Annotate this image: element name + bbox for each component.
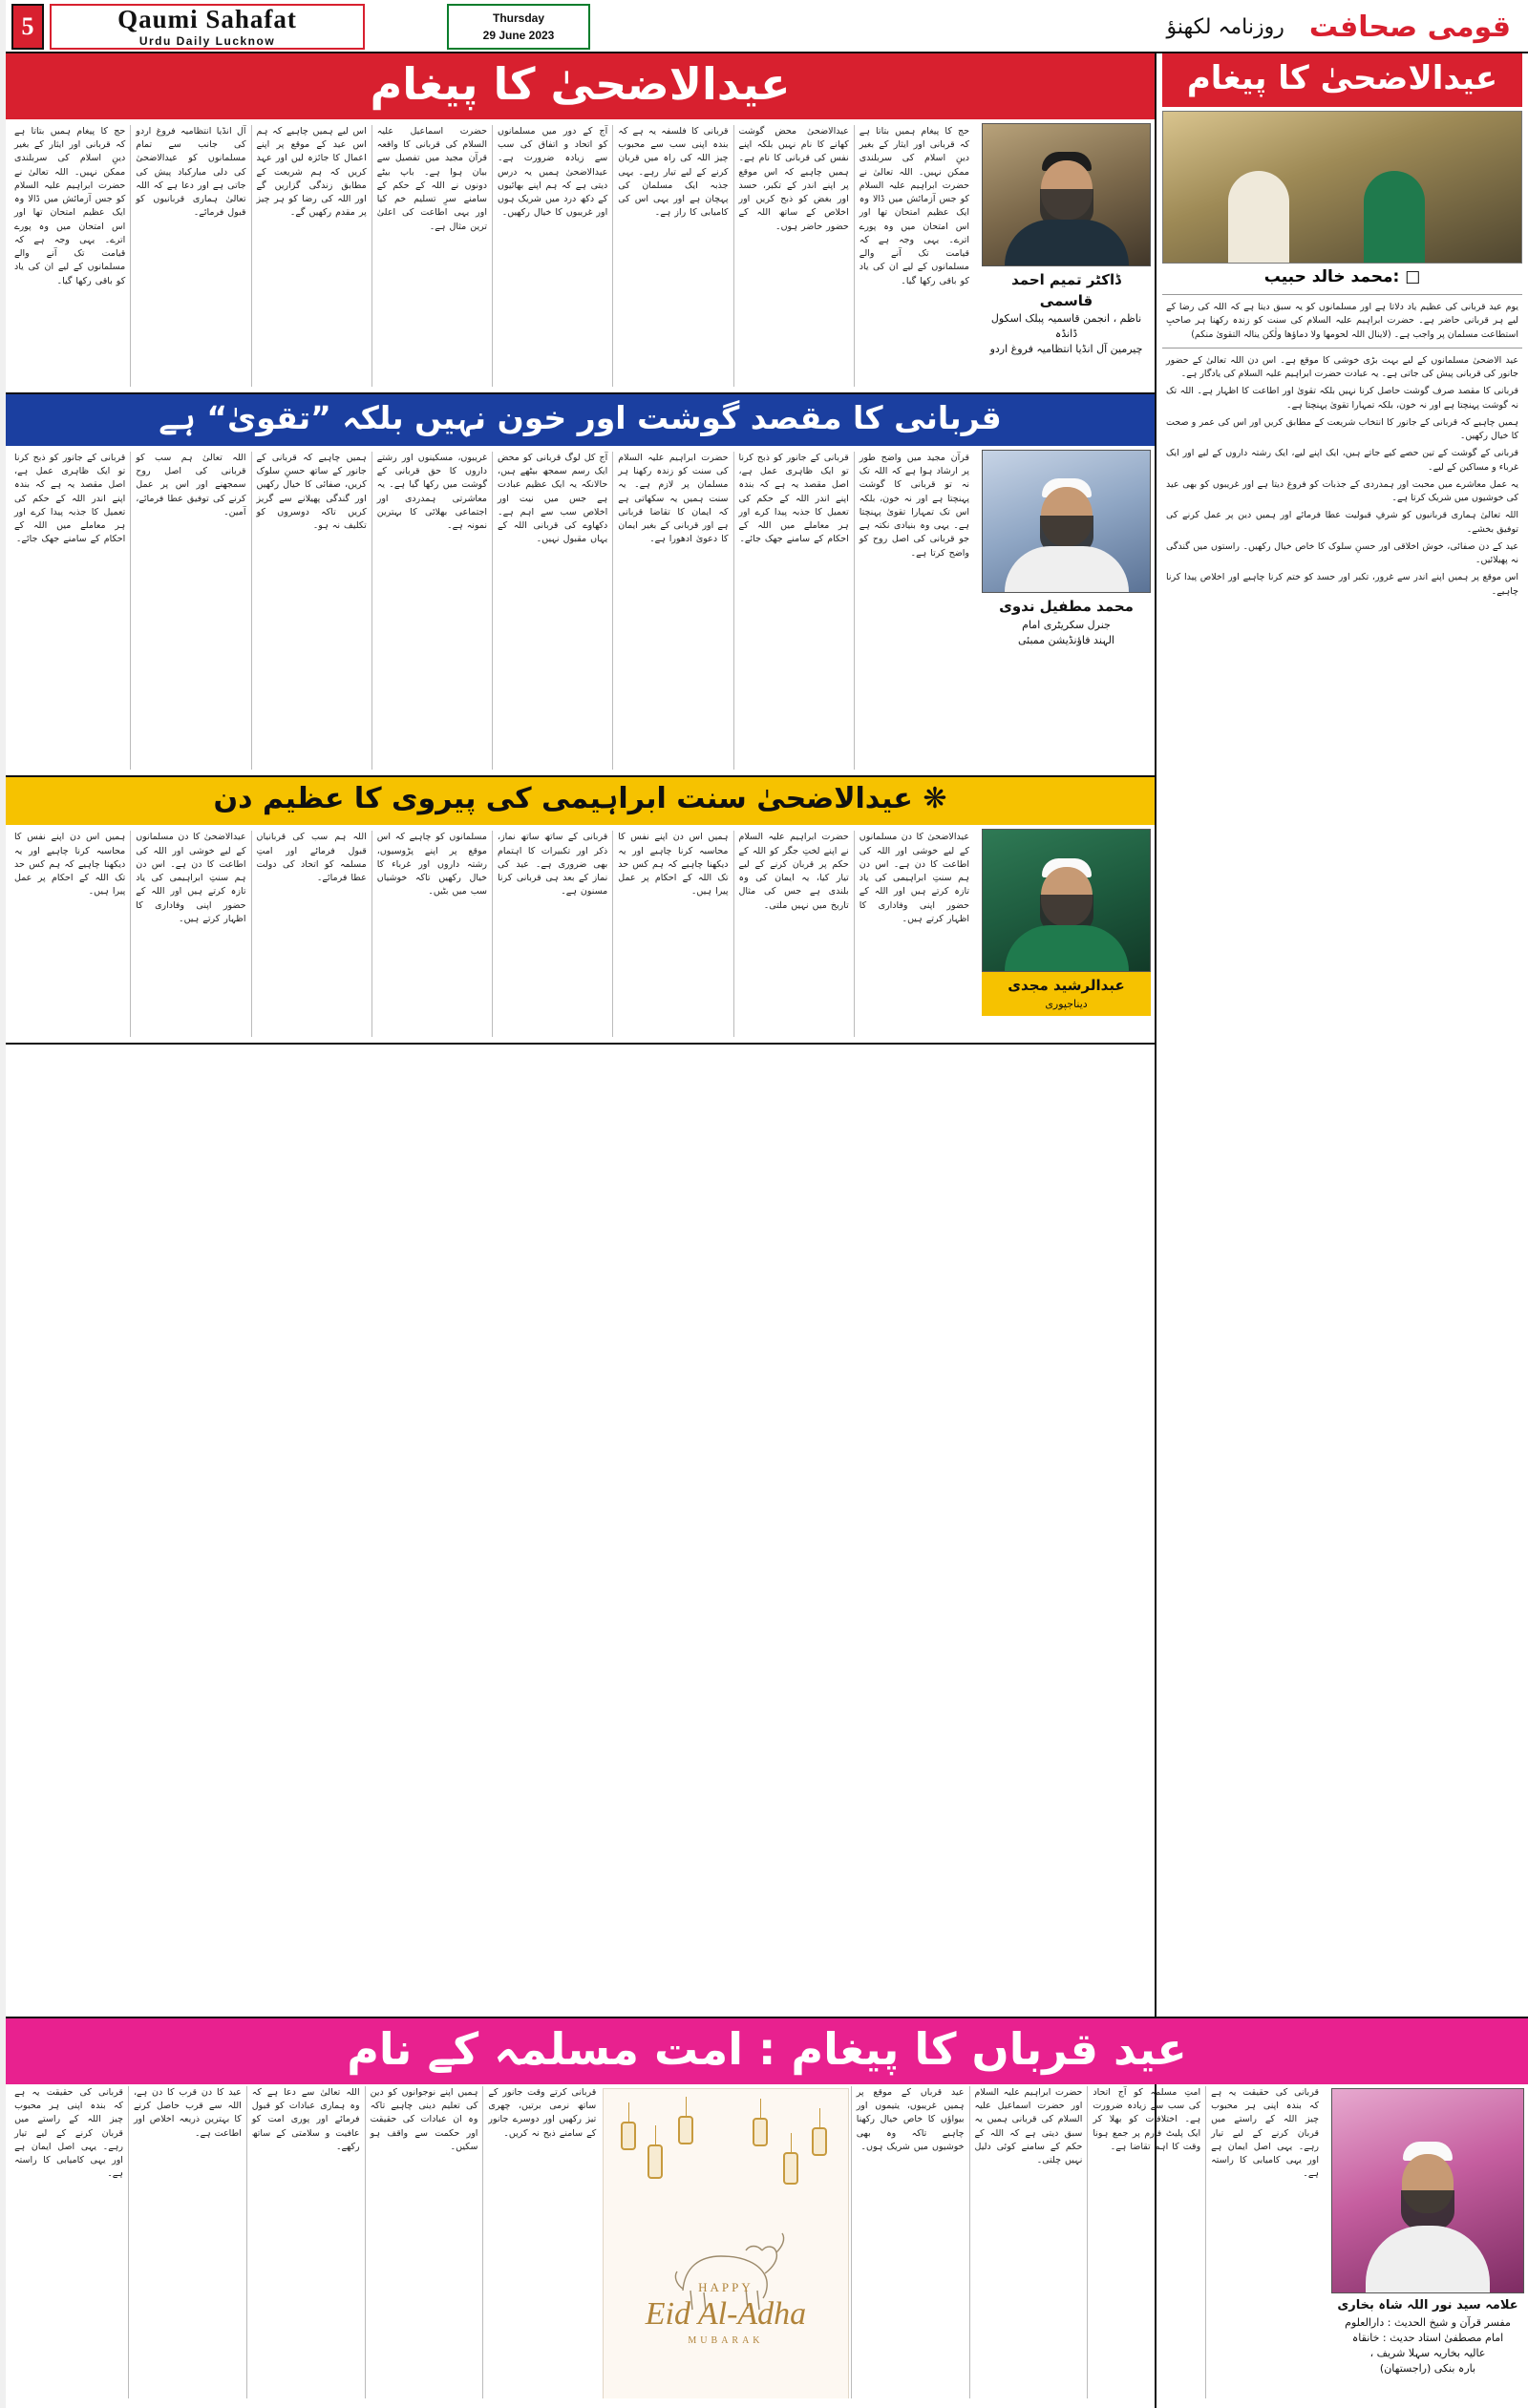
rail-photo [1162,111,1522,264]
rail-body-0: عید الاضحیٰ مسلمانوں کے لیے بہت بڑی خوشی کا موقع ہے۔ اس دن اللہ تعالیٰ کے حضور جانور کی قربانی پیش کی جاتی ہے۔ یہ عبادت حضرت ابراہیم علیہ السلام کی یادگار ہے۔ [1166,354,1518,379]
rail-body-1: قربانی کا مقصد صرف گوشت حاصل کرنا نہیں بلکہ تقویٰ اور اطاعت کا اظہار ہے۔ اللہ تک نہ گوشت پہنچتا ہے اور نہ خون، بلکہ تمہارا تقویٰ پہنچتا ہے۔ [1166,386,1518,411]
article-column: آج کے دور میں مسلمانوں کو اتحاد و اتفاق کی سب سے زیادہ ضرورت ہے۔ عیدالاضحیٰ ہمیں یہ درس دیتی ہے کہ ہم اپنے بھائیوں کے دکھ درد میں شریک ہوں اور غریبوں کا خیال رکھیں۔ [492,125,612,387]
article-column: قربانی کے ساتھ ساتھ نماز، ذکر اور تکبیرات کا اہتمام بھی ضروری ہے۔ عید کی نماز کے بعد ہی قربانی کرنا مسنون ہے۔ [492,831,612,1037]
portrait-photo [1331,2088,1524,2293]
rail-intro: یوم عید قربانی کی عظیم یاد دلاتا ہے اور مسلمانوں کو یہ سبق دیتا ہے کہ اللہ کی رضا کے لیے ہر قربانی حاضر ہے۔ حضرت ابراہیم علیہ السلام کی سنت کو زندہ رکھنا ہر صاحبِ استطاعت مسلمان پر واجب ہے۔ (لاینال اللہ لحومھا ولا دماؤھا ولٰکن ینالہ التقویٰ منکم) [1166,302,1518,340]
article-column: حضرت ابراہیم علیہ السلام نے اپنے لختِ جگر کو اللہ کے حکم پر قربان کرنے کے لیے تیار کیا، یہ ایمان کی وہ بلندی ہے جس کی مثال تاریخ میں نہیں ملتی۔ [733,831,854,1037]
article-qurbani-headline: قربانی کا مقصد گوشت اور خون نہیں بلکہ ”تقویٰ“ ہے [6,394,1155,446]
article-lead [6,53,1155,394]
article-column: حج کا پیغام ہمیں بتاتا ہے کہ قربانی اور ایثار کے بغیر دینِ اسلام کی سربلندی ممکن نہیں۔ اللہ تعالیٰ نے حضرت ابراہیم علیہ السلام کو جس آزمائش میں ڈالا وہ ایک عظیم امتحان تھا اور اس امتحان میں وہ پورے اترے۔ یہی وجہ ہے کہ قیامت تک آنے والے مسلمانوں کے لیے ان کی یاد کو باقی رکھا گیا۔ [854,125,974,387]
article-lead-photo-block [978,119,1155,392]
caption-name: محمد مطفیل ندوی [999,597,1134,615]
article-column: اللہ تعالیٰ ہم سب کو قربانی کی اصل روح سمجھنے اور اس پر عمل کرنے کی توفیق عطا فرمائے، آمین۔ [130,452,250,770]
urdu-subtitle: روزنامہ لکھنؤ [1166,14,1284,39]
page-number-badge: 5 [11,4,44,50]
masthead [6,0,1528,53]
article-bottom-photo-block [1327,2084,1528,2408]
article-column: قرآن مجید میں واضح طور پر ارشاد ہوا ہے کہ اللہ تک نہ تو قربانی کا گوشت پہنچتا ہے اور نہ خون، بلکہ اس تک تمہارا تقویٰ پہنچتا ہے۔ یہی وہ بنیادی نکتہ ہے جو قربانی کی اصل روح کو واضح کرتا ہے۔ [854,452,974,770]
article-column: قربانی کا فلسفہ یہ ہے کہ بندہ اپنی سب سے محبوب چیز اللہ کی راہ میں قربان کرنے کے لیے تیار رہے۔ یہی جذبہ ایک مسلمان کی پہچان ہے اور یہی اس کی کامیابی کا راز ہے۔ [612,125,732,387]
date-box [447,4,590,50]
caption-role-2: امام مصطفیٰ استاد حدیث : خانقاہ [1351,2331,1504,2344]
article-column: عیدالاضحیٰ محض گوشت کھانے کا نام نہیں بلکہ اپنے نفس کی قربانی کا نام ہے۔ ہمیں چاہیے کہ اس موقع پر اپنے اندر کے تکبر، حسد اور بغض کو ذبح کریں اور اخلاص کے ساتھ اللہ کے حضور حاضر ہوں۔ [733,125,854,387]
article-column: ہمیں اس دن اپنے نفس کا محاسبہ کرنا چاہیے اور یہ دیکھنا چاہیے کہ ہم کس حد تک اللہ کے احکام پر عمل پیرا ہیں۔ [14,832,126,898]
article-column: غریبوں، مسکینوں اور رشتے داروں کا حق قربانی کے گوشت میں رکھا گیا ہے۔ یہ معاشرتی ہمدردی اور اجتماعی بھلائی کا بہترین نمونہ ہے۔ [371,452,492,770]
logo-title: Qaumi Sahafat [117,4,297,33]
eid-graphic-block [601,2086,850,2398]
article-column: قربانی کی حقیقت یہ ہے کہ بندہ اپنی ہر محبوب چیز اللہ کے راستے میں قربان کرنے کے لیے تیار رہے۔ یہی اصل ایمان ہے اور یہی کامیابی کا راستہ ہے۔ [1205,2086,1324,2398]
article-column: عید کا دن قرب کا دن ہے، اللہ سے قرب حاصل کرنے کا بہترین ذریعہ اخلاص اور اطاعت ہے۔ [128,2086,246,2398]
article-column: آج کل لوگ قربانی کو محض ایک رسم سمجھ بیٹھے ہیں، حالانکہ یہ ایک عظیم عبادت ہے جس میں نیت اور اخلاص سب سے اہم ہے۔ دکھاوے کی قربانی اللہ کے یہاں مقبول نہیں۔ [492,452,612,770]
portrait-photo [982,123,1151,266]
rail-body-6: عید کے دن صفائی، خوش اخلاقی اور حسنِ سلوک کا خاص خیال رکھیں۔ راستوں میں گندگی نہ پھیلائیں۔ [1166,540,1518,565]
article-column: عید قرباں کے موقع پر ہمیں غریبوں، یتیموں اور بیواؤں کا خاص خیال رکھنا چاہیے تاکہ وہ بھی خوشیوں میں شریک ہوں۔ [851,2086,969,2398]
eid-title [604,2279,847,2349]
caption-role-1: مفسر قرآن و شیخ الحدیث : دارالعلوم [1345,2315,1511,2329]
eid-mubarak-card [603,2088,848,2398]
article-column: اللہ ہم سب کی قربانیاں قبول فرمائے اور امتِ مسلمہ کو اتحاد کی دولت عطا فرمائے۔ [251,831,371,1037]
article-column: امتِ مسلمہ کو آج اتحاد کی سب سے زیادہ ضرورت ہے۔ اختلافات کو بھلا کر ایک پلیٹ فارم پر جمع ہونا وقت کا اہم تقاضا ہے۔ [1087,2086,1205,2398]
photo-caption [982,972,1151,1016]
rail-body-3: قربانی کے گوشت کے تین حصے کیے جاتے ہیں، ایک اپنے لیے، ایک رشتہ داروں کے لیے اور ایک غرباء و مساکین کے لیے۔ [1166,448,1518,473]
article-bottom [6,2017,1528,2408]
caption-role-1: دیناجپوری [1045,998,1088,1011]
eid-mubarak-label: MUBARAK [688,2335,764,2347]
photo-caption [982,266,1151,361]
article-column: ہمیں چاہیے کہ قربانی کے جانور کے ساتھ حسنِ سلوک کریں، صفائی کا خیال رکھیں اور گندگی پھیلانے سے گریز کریں تاکہ دوسروں کو تکلیف نہ ہو۔ [251,452,371,770]
article-column: آل انڈیا انتظامیہ فروغ اردو کی جانب سے تمام مسلمانوں کو عیدالاضحیٰ کی دلی مبارکباد پیش کی جاتی ہے اور دعا ہے کہ اللہ تعالیٰ ہماری قربانیوں کو قبول فرمائے۔ [130,125,250,387]
article-column: ہمیں اپنے نوجوانوں کو دین کی تعلیم دینی چاہیے تاکہ وہ ان عبادات کی حقیقت اور حکمت سے واقف ہو سکیں۔ [365,2086,483,2398]
article-column: حج کا پیغام ہمیں بتاتا ہے کہ قربانی اور ایثار کے بغیر دینِ اسلام کی سربلندی ممکن نہیں۔ اللہ تعالیٰ نے حضرت ابراہیم علیہ السلام کو جس آزمائش میں ڈالا وہ ایک عظیم امتحان تھا اور اس امتحان میں وہ پورے اترے۔ یہی وجہ ہے کہ قیامت تک آنے والے مسلمانوں کے لیے ان کی یاد کو باقی رکھا گیا۔ [14,125,126,286]
caption-role-3: عالیہ بخاریہ سہلا شریف ، [1369,2346,1486,2359]
article-column: قربانی کرتے وقت جانور کے ساتھ نرمی برتیں، چھری تیز رکھیں اور دوسرے جانور کے سامنے ذبح نہ کریں۔ [482,2086,601,2398]
portrait-photo [982,829,1151,972]
caption-role-2: چیرمین آل انڈیا انتظامیہ فروغ اردو [989,343,1143,356]
rail-body-7: اس موقع پر ہمیں اپنے اندر سے غرور، تکبر اور حسد کو ختم کرنا چاہیے اور اخلاص پیدا کرنا چاہیے۔ [1166,572,1518,597]
caption-role-2: الہند فاؤنڈیشن ممبئی [1017,633,1114,646]
article-column: ہمیں اس دن اپنے نفس کا محاسبہ کرنا چاہیے اور یہ دیکھنا چاہیے کہ ہم کس حد تک اللہ کے احکام پر عمل پیرا ہیں۔ [612,831,732,1037]
article-column: اللہ تعالیٰ سے دعا ہے کہ وہ ہماری عبادات کو قبول فرمائے اور پوری امت کو عافیت و سلامتی کے ساتھ رکھے۔ [246,2086,365,2398]
date-label: 29 June 2023 [482,29,555,42]
rail-headline: عیدالاضحیٰ کا پیغام [1162,53,1522,107]
caption-name: عبدالرشید مجدی [1008,977,1125,995]
portrait-photo [982,450,1151,593]
eid-main-label: Eid Al-Adha [645,2295,807,2332]
rail-photo-caption: □ :محمد خالد حبیب [1263,267,1421,286]
article-column: قربانی کے جانور کو ذبح کرنا تو ایک ظاہری عمل ہے، اصل مقصد یہ ہے کہ بندہ اپنے اندر اللہ کے حکم کی تعمیل کا جذبہ پیدا کرے اور ہر معاملے میں اللہ کے احکام کے سامنے جھک جائے۔ [14,452,126,545]
photo-caption [1331,2293,1524,2380]
article-column: قربانی کے جانور کو ذبح کرنا تو ایک ظاہری عمل ہے، اصل مقصد یہ ہے کہ بندہ اپنے اندر اللہ کے حکم کی تعمیل کا جذبہ پیدا کرے اور ہر معاملے میں اللہ کے احکام کے سامنے جھک جائے۔ [733,452,854,770]
rail-body-2: ہمیں چاہیے کہ قربانی کے جانور کا انتخاب شریعت کے مطابق کریں اور اس کی عمر و صحت کا خیال رکھیں۔ [1166,416,1518,441]
article-lead-headline: عیدالاضحیٰ کا پیغام [6,53,1155,119]
caption-name: علامہ سید نور اللہ شاہ بخاری [1337,2297,1518,2313]
article-column: عیدالاضحیٰ کا دن مسلمانوں کے لیے خوشی اور اللہ کی اطاعت کا دن ہے۔ اس دن ہم سنتِ ابراہیمی کی یاد تازہ کرتے ہیں اور اللہ کے حضور اپنی وفاداری کا اظہار کرتے ہیں۔ [130,831,250,1037]
article-qurbani-photo-block [978,446,1155,775]
article-qurbani [6,394,1155,777]
article-column: قربانی کی حقیقت یہ ہے کہ بندہ اپنی ہر محبوب چیز اللہ کے راستے میں قربان کرنے کے لیے تیار رہے۔ یہی اصل ایمان ہے اور یہی کامیابی کا راستہ ہے۔ [14,2086,123,2180]
caption-role-4: بارہ بنکی (راجستھان) [1379,2361,1476,2375]
article-column: حضرت ابراہیم علیہ السلام اور حضرت اسماعیل علیہ السلام کی قربانی ہمیں یہ سبق دیتی ہے کہ اللہ کے حکم کے سامنے کوئی دلیل نہیں چلتی۔ [969,2086,1088,2398]
article-column: مسلمانوں کو چاہیے کہ اس موقع پر اپنے پڑوسیوں، رشتہ داروں اور غرباء کا خیال رکھیں تاکہ خوشیاں سب میں بٹیں۔ [371,831,492,1037]
photo-caption [982,593,1151,652]
caption-name: ڈاکٹر تمیم احمد قاسمی [1011,270,1121,309]
day-label: Thursday [492,11,544,25]
article-sunnat-photo-block [978,825,1155,1043]
rail-body-4: یہ عمل معاشرے میں محبت اور ہمدردی کے جذبات کو فروغ دیتا ہے اور غریبوں کو بھی عید کی خوشیوں میں شریک کرتا ہے۔ [1166,478,1518,503]
article-column: عیدالاضحیٰ کا دن مسلمانوں کے لیے خوشی اور اللہ کی اطاعت کا دن ہے۔ اس دن ہم سنتِ ابراہیمی کی یاد تازہ کرتے ہیں اور اللہ کے حضور اپنی وفاداری کا اظہار کرتے ہیں۔ [854,831,974,1037]
urdu-brand-title: قومی صحافت [1308,10,1511,44]
logo-subtitle: Urdu Daily Lucknow [138,33,276,48]
article-column: حضرت ابراہیم علیہ السلام کی سنت کو زندہ رکھنا ہر مسلمان پر لازم ہے۔ یہ سنت ہمیں یہ سکھاتی ہے کہ ایمان کا تقاضا قربانی ہے اور قربانی کے بغیر ایمان کا دعویٰ ادھورا ہے۔ [612,452,732,770]
article-column: اس لیے ہمیں چاہیے کہ ہم اس عید کے موقع پر اپنے اعمال کا جائزہ لیں اور عہد کریں کہ ہم شریعت کے مطابق زندگی گزاریں گے اور اللہ کی رضا کو ہر چیز پر مقدم رکھیں گے۔ [251,125,371,387]
article-column: حضرت اسماعیل علیہ السلام کی قربانی کا واقعہ قرآن مجید میں تفصیل سے بیان ہوا ہے۔ باپ بیٹے دونوں نے اللہ کے حکم کے سامنے سرِ تسلیم خم کیا اور یہی اطاعت کی اعلیٰ ترین مثال ہے۔ [371,125,492,387]
caption-role-1: جنرل سکریٹری امام [1022,618,1111,631]
rail-body-5: اللہ تعالیٰ ہماری قربانیوں کو شرفِ قبولیت عطا فرمائے اور ہمیں دین پر عمل کرنے کی توفیق بخشے۔ [1166,510,1518,535]
article-sunnat [6,777,1155,1046]
newspaper-logo [50,4,365,50]
article-bottom-headline: عید قرباں کا پیغام : امت مسلمہ کے نام [6,2018,1528,2084]
caption-role-1: ناظم ، انجمن قاسمیہ پبلک اسکول ڈانڈہ [990,312,1142,341]
eid-happy-label: HAPPY [698,2279,753,2294]
article-sunnat-headline: ❋ عیدالاضحیٰ سنت ابراہیمی کی پیروی کا عظیم دن [6,777,1155,826]
